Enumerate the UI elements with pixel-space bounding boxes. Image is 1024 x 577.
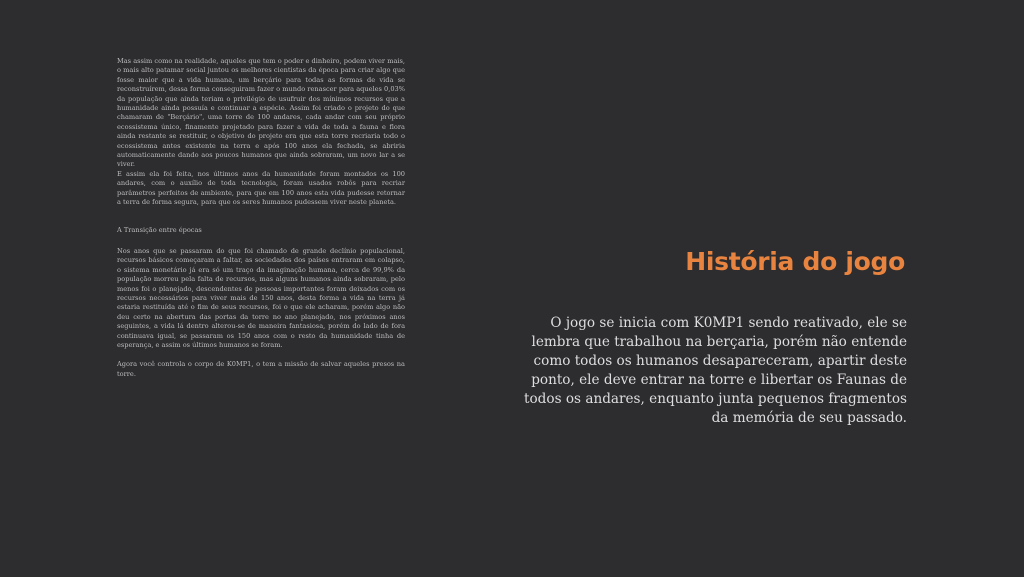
document-paragraph: Agora você controla o corpo de K0MP1, o tem a missão de salvar aqueles presos na torre. (117, 360, 405, 378)
document-text-column (117, 57, 405, 379)
document-paragraph: Nos anos que se passaram do que foi chamado de grande declínio populacional, recursos básicos começaram a faltar, as sociedades dos países entraram em colapso, o sistema monetário já era só um traço da imaginação humana, cerca de 99,9% da população morreu pela falta de recursos, mas alguns humanos ainda sobraram, pelo menos foi o planejado, descendentes de pessoas importantes foram deixados com os recursos necessários para viver mais de 150 anos, desta forma a vida na terra já estaria restituída até o fim de seus recursos, foi o que ele acharam, porém algo não deu certo na abertura das portas da torre no ano planejado, nos próximos anos seguintes, a vida lá dentro alterou-se de maneira fantasiosa, porém do lado de fora continuava igual, se passaram os 150 anos com o resto da humanidade tinha de esperança, e assim os últimos humanos se foram. (117, 246, 405, 349)
section-heading: A Transição entre épocas (117, 225, 202, 234)
slide-title: História do jogo (685, 247, 905, 276)
slide-intro-text: O jogo se inicia com K0MP1 sendo reativado, ele se lembra que trabalhou na berçaria, porém não entende como todos os humanos desapareceram, apartir deste ponto, ele deve entrar na torre e libertar os Faunas de todos os andares, enquanto junta pequenos fragmentos da memória de seu passado. (524, 315, 907, 426)
document-paragraph: Mas assim como na realidade, aqueles que tem o poder e dinheiro, podem viver mais, o mais alto patamar social juntou os melhores cientistas da época para criar algo que fosse maior que a vida humana, um berçário para todas as formas de vida se reconstruírem, dessa forma conseguiram fazer o mundo renascer para aqueles 0,03% da população que ainda teriam o privilégio de usufruir dos mínimos recursos que a humanidade ainda possuía e continuar a espécie. Assim foi criado o projeto do que chamaram de "Berçário", uma torre de 100 andares, cada andar com seu próprio ecossistema único, finamente projetado para fazer a vida de toda a fauna e flora ainda restante se restituir, o objetivo do projeto era que esta torre recriaria todo o ecossistema antes existente na terra e após 100 anos ela fechada, se abriria automaticamente dando aos poucos humanos que ainda sobraram, um novo lar a se viver. (117, 57, 405, 169)
document-paragraph: E assim ela foi feita, nos últimos anos da humanidade foram montados os 100 andares, com o auxílio de toda tecnologia, foram usados robôs para recriar parâmetros perfeitos de ambiente, para que em 100 anos esta vida pudesse retornar a terra de forma segura, para que os seres humanos pudessem viver neste planeta. (117, 169, 405, 207)
